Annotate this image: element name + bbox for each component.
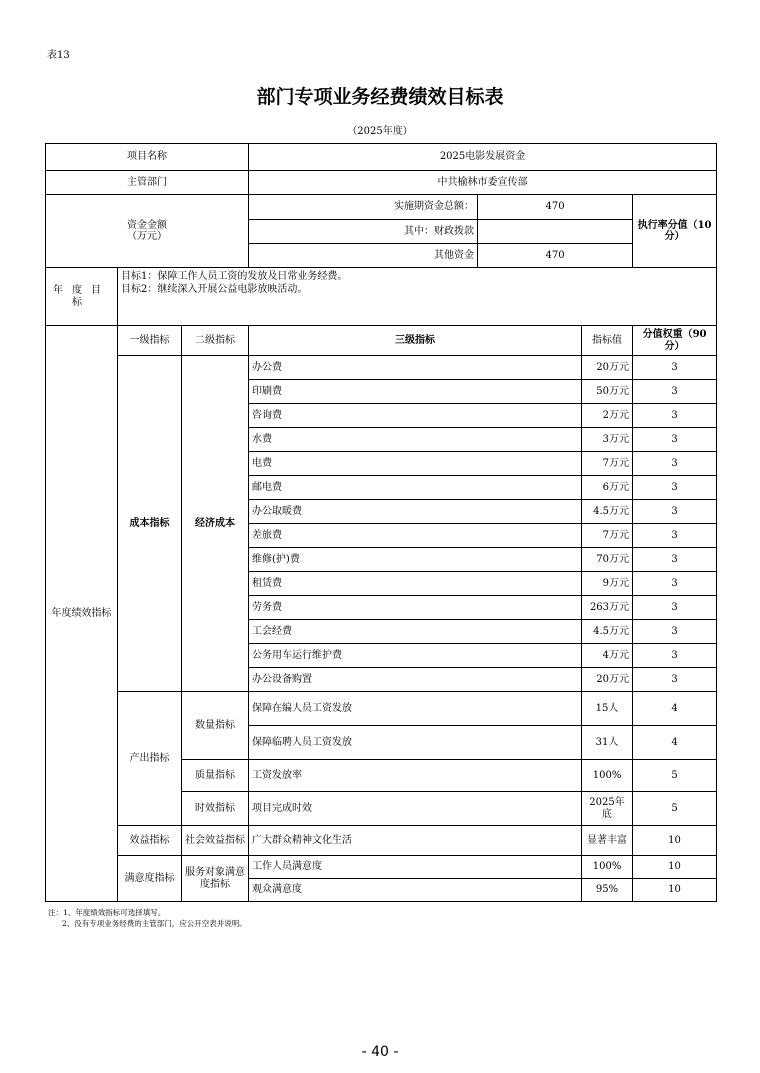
total-fund-label: 实施期资金总额： xyxy=(249,195,478,220)
indicator-name: 保障在编人员工资发放 xyxy=(249,692,582,726)
indicator-name: 咨询费 xyxy=(249,404,582,428)
fiscal-fund-label: 其中：财政拨款 xyxy=(249,220,478,244)
table-number-label: 表13 xyxy=(47,50,70,61)
indicator-weight: 5 xyxy=(633,760,717,792)
performance-target-table xyxy=(45,143,717,902)
indicator-weight: 3 xyxy=(633,404,717,428)
indicator-weight: 3 xyxy=(633,524,717,548)
indicator-weight: 3 xyxy=(633,620,717,644)
indicator-weight: 3 xyxy=(633,428,717,452)
indicator-weight: 3 xyxy=(633,356,717,380)
indicator-value: 7万元 xyxy=(582,524,633,548)
goal-item-1: 目标1：保障工作人员工资的发放及日常业务经费。 xyxy=(121,271,348,282)
indicator-value: 20万元 xyxy=(582,356,633,380)
dept-value: 中共榆林市委宣传部 xyxy=(249,171,717,195)
indicator-name: 公务用车运行维护费 xyxy=(249,644,582,668)
indicator-weight: 3 xyxy=(633,500,717,524)
dept-row xyxy=(46,171,717,195)
indicator-name: 工会经费 xyxy=(249,620,582,644)
indicator-weight: 5 xyxy=(633,792,717,826)
indicator-weight: 3 xyxy=(633,668,717,692)
indicator-name: 维修(护)费 xyxy=(249,548,582,572)
indicator-weight: 3 xyxy=(633,572,717,596)
annual-indicators-label: 年度绩效指标 xyxy=(46,326,118,902)
dept-label: 主管部门 xyxy=(46,171,249,195)
benefit-indicator-label: 效益指标 xyxy=(118,826,182,856)
indicator-value: 31人 xyxy=(582,726,633,760)
fund-label-line2: （万元） xyxy=(127,231,168,242)
indicator-name: 保障临聘人员工资发放 xyxy=(249,726,582,760)
indicator-weight: 4 xyxy=(633,692,717,726)
indicator-name: 工作人员满意度 xyxy=(249,856,582,879)
fund-label xyxy=(46,195,249,268)
table-row xyxy=(46,856,717,879)
annual-goals-text xyxy=(118,268,717,326)
indicator-value: 50万元 xyxy=(582,380,633,404)
page-number: - 40 - xyxy=(361,1044,399,1060)
indicator-name: 差旅费 xyxy=(249,524,582,548)
level3-header: 三级指标 xyxy=(249,326,582,356)
indicator-weight: 10 xyxy=(633,826,717,856)
table-row xyxy=(46,826,717,856)
indicator-name: 办公设备购置 xyxy=(249,668,582,692)
other-fund-label: 其他资金 xyxy=(249,244,478,268)
indicator-value: 20万元 xyxy=(582,668,633,692)
quantity-indicator-label: 数量指标 xyxy=(182,692,249,760)
indicator-name: 广大群众精神文化生活 xyxy=(249,826,582,856)
indicator-name: 办公费 xyxy=(249,356,582,380)
indicator-value: 4.5万元 xyxy=(582,500,633,524)
indicator-weight: 3 xyxy=(633,476,717,500)
service-satisfaction-indicator-label: 服务对象满意度指标 xyxy=(182,856,249,902)
indicator-weight: 4 xyxy=(633,726,717,760)
annual-goals-label: 年度目标 xyxy=(46,268,118,326)
project-name-value: 2025电影发展资金 xyxy=(249,144,717,171)
social-benefit-indicator-label: 社会效益指标 xyxy=(182,826,249,856)
indicator-name: 租赁费 xyxy=(249,572,582,596)
indicator-value: 6万元 xyxy=(582,476,633,500)
output-indicator-label: 产出指标 xyxy=(118,692,182,826)
indicator-value: 显著丰富 xyxy=(582,826,633,856)
indicator-value: 70万元 xyxy=(582,548,633,572)
total-fund-value: 470 xyxy=(478,195,633,220)
indicator-name: 邮电费 xyxy=(249,476,582,500)
page-title: 部门专项业务经费绩效目标表 xyxy=(256,86,504,108)
indicator-value: 7万元 xyxy=(582,452,633,476)
indicator-value: 2万元 xyxy=(582,404,633,428)
indicator-name: 办公取暖费 xyxy=(249,500,582,524)
indicator-weight: 3 xyxy=(633,548,717,572)
fiscal-fund-value xyxy=(478,220,633,244)
note-1: 注：1、年度绩效指标可选择填写。 xyxy=(48,908,166,917)
indicator-weight: 10 xyxy=(633,856,717,879)
other-fund-value: 470 xyxy=(478,244,633,268)
indicator-value: 100% xyxy=(582,856,633,879)
indicator-name: 印刷费 xyxy=(249,380,582,404)
indicator-value: 15人 xyxy=(582,692,633,726)
level2-header: 二级指标 xyxy=(182,326,249,356)
table-row xyxy=(46,356,717,380)
indicator-weight: 3 xyxy=(633,452,717,476)
weight-header: 分值权重（90分） xyxy=(633,326,717,356)
indicator-name: 水费 xyxy=(249,428,582,452)
indicator-value: 95% xyxy=(582,879,633,902)
indicator-name: 工资发放率 xyxy=(249,760,582,792)
indicator-weight: 3 xyxy=(633,596,717,620)
indicator-value: 4万元 xyxy=(582,644,633,668)
goal-item-2: 目标2：继续深入开展公益电影放映活动。 xyxy=(121,283,308,295)
project-name-row xyxy=(46,144,717,171)
indicator-name: 观众满意度 xyxy=(249,879,582,902)
indicator-name: 电费 xyxy=(249,452,582,476)
indicator-value: 9万元 xyxy=(582,572,633,596)
indicator-header-row xyxy=(46,326,717,356)
indicator-weight: 3 xyxy=(633,380,717,404)
satisfaction-indicator-label: 满意度指标 xyxy=(118,856,182,902)
indicator-value: 3万元 xyxy=(582,428,633,452)
indicator-value: 100% xyxy=(582,760,633,792)
indicator-value: 2025年底 xyxy=(582,792,633,826)
level1-header: 一级指标 xyxy=(118,326,182,356)
economic-cost-label: 经济成本 xyxy=(182,356,249,692)
project-name-label: 项目名称 xyxy=(46,144,249,171)
annual-goals-row xyxy=(46,268,717,326)
fund-label-line1: 资金金额 xyxy=(127,219,168,231)
indicator-value: 263万元 xyxy=(582,596,633,620)
note-2: 2、没有专项业务经费的主管部门，应公开空表并说明。 xyxy=(62,918,247,928)
timeliness-indicator-label: 时效指标 xyxy=(182,792,249,826)
indicator-name: 劳务费 xyxy=(249,596,582,620)
cost-indicator-label: 成本指标 xyxy=(118,356,182,692)
execution-rate-score-label: 执行率分值（10分） xyxy=(633,195,717,268)
indicator-name: 项目完成时效 xyxy=(249,792,582,826)
table-notes xyxy=(48,908,247,930)
quality-indicator-label: 质量指标 xyxy=(182,760,249,792)
fiscal-year: （2025年度） xyxy=(347,126,413,137)
indicator-value-header: 指标值 xyxy=(582,326,633,356)
indicator-weight: 3 xyxy=(633,644,717,668)
table-row xyxy=(46,692,717,726)
indicator-value: 4.5万元 xyxy=(582,620,633,644)
fund-total-row xyxy=(46,195,717,220)
indicator-weight: 10 xyxy=(633,879,717,902)
